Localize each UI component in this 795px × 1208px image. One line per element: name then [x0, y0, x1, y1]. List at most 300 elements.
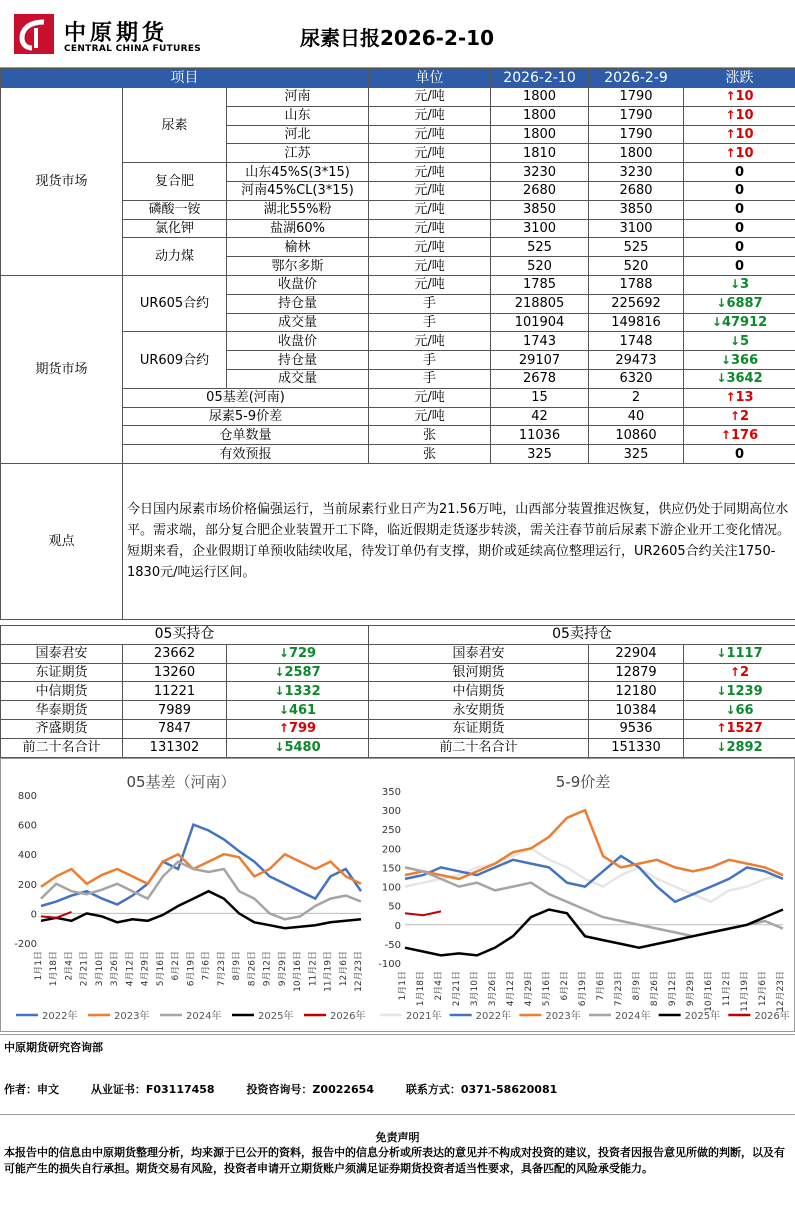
row-prev: 6320 [589, 369, 684, 388]
row-unit: 元/吨 [369, 200, 491, 219]
row-change [684, 313, 795, 332]
row-today: 1800 [491, 88, 589, 107]
x-tick-label: 10月16日 [293, 951, 304, 992]
buy-change [227, 701, 369, 720]
company-logo-icon [14, 14, 54, 54]
row-prev: 29473 [589, 351, 684, 370]
row-prev: 1800 [589, 144, 684, 163]
x-tick-label: 6月19日 [186, 951, 197, 987]
row-item: 河南 [227, 88, 369, 107]
row-change [684, 257, 795, 276]
y-tick-label: 400 [17, 850, 37, 862]
section-label-futures: 期货市场 [1, 275, 123, 463]
buy-broker: 前二十名合计 [1, 738, 123, 757]
x-tick-label: 3月26日 [488, 971, 498, 1007]
series-line-2024年 [41, 862, 361, 920]
x-tick-label: 5月16日 [155, 951, 166, 987]
sell-broker: 前二十名合计 [369, 738, 589, 757]
y-tick-label: 800 [17, 791, 37, 802]
x-tick-label: 11月2日 [308, 951, 319, 987]
positions-row [1, 663, 795, 682]
change-value: 6887 [726, 296, 763, 312]
col-header-change: 涨跌 [684, 69, 795, 88]
sell-volume: 12180 [589, 682, 684, 701]
author: 作者：申文 [4, 1083, 59, 1096]
sell-broker: 东证期货 [369, 719, 589, 738]
x-tick-label: 1月18日 [49, 951, 60, 987]
buy-volume: 11221 [123, 682, 227, 701]
sell-broker: 永安期货 [369, 701, 589, 720]
sell-change [684, 738, 795, 757]
row-change [684, 200, 795, 219]
row-today: 3230 [491, 163, 589, 182]
positions-table [0, 625, 795, 758]
sell-change [684, 663, 795, 682]
buy-volume: 131302 [123, 738, 227, 757]
row-unit: 手 [369, 313, 491, 332]
author-line [4, 1081, 585, 1097]
row-today: 1785 [491, 275, 589, 294]
row-today: 3850 [491, 200, 589, 219]
change-value: 461 [288, 702, 317, 718]
x-tick-label: 9月29日 [686, 971, 696, 1007]
row-change [684, 426, 795, 445]
arrow-down-icon: ↓ [716, 371, 727, 386]
change-value: 0 [735, 202, 745, 218]
change-value: 1527 [726, 721, 763, 737]
row-today: 1800 [491, 106, 589, 125]
x-tick-label: 10月16日 [704, 971, 714, 1012]
row-today: 1810 [491, 144, 589, 163]
row-item: 收盘价 [227, 332, 369, 351]
legend-label: 2021年 [406, 1011, 442, 1022]
x-tick-label: 3月10日 [470, 971, 480, 1007]
chart-title: 5-9价差 [555, 773, 611, 791]
row-today: 29107 [491, 351, 589, 370]
row-today: 3100 [491, 219, 589, 238]
legend-label: 2024年 [615, 1011, 651, 1022]
sell-broker: 银河期货 [369, 663, 589, 682]
disclaimer-title: 免责声明 [375, 1131, 420, 1144]
group-label: 尿素 [123, 88, 227, 163]
row-change [684, 332, 795, 351]
logo-text-en: CENTRAL CHINA FUTURES [64, 44, 202, 54]
row-unit: 元/吨 [369, 388, 491, 407]
x-tick-label: 3月10日 [94, 951, 105, 987]
group-label: 动力煤 [123, 238, 227, 276]
row-today: 525 [491, 238, 589, 257]
change-value: 1117 [726, 646, 763, 662]
sell-broker: 中信期货 [369, 682, 589, 701]
buy-broker: 中信期货 [1, 682, 123, 701]
row-today: 1743 [491, 332, 589, 351]
positions-header-row [1, 626, 795, 645]
row-change [684, 369, 795, 388]
change-value: 5 [740, 333, 750, 349]
change-value: 0 [735, 164, 745, 180]
buy-volume: 23662 [123, 644, 227, 663]
legend-label: 2023年 [545, 1011, 581, 1022]
buy-change [227, 663, 369, 682]
row-unit: 元/吨 [369, 125, 491, 144]
arrow-down-icon: ↓ [725, 702, 736, 717]
author-info [0, 1034, 795, 1112]
row-unit: 元/吨 [369, 163, 491, 182]
sell-change [684, 701, 795, 720]
row-item: 山东 [227, 106, 369, 125]
sell-change [684, 682, 795, 701]
arrow-down-icon: ↓ [278, 702, 289, 717]
table-row [1, 275, 795, 294]
row-unit: 张 [369, 445, 491, 464]
positions-row [1, 719, 795, 738]
row-item: 盐湖60% [227, 219, 369, 238]
x-tick-label: 12月23日 [354, 951, 364, 992]
col-header-item: 项目 [1, 69, 369, 88]
buy-volume: 7847 [123, 719, 227, 738]
logo-text-cn: 中原期货 [64, 21, 169, 46]
arrow-up-icon: ↑ [729, 408, 741, 423]
arrow-down-icon: ↓ [274, 664, 285, 679]
buy-volume: 13260 [123, 663, 227, 682]
arrow-up-icon: ↑ [725, 89, 736, 104]
x-tick-label: 3月26日 [110, 951, 121, 987]
row-unit: 手 [369, 294, 491, 313]
row-change [684, 125, 795, 144]
table-row [1, 88, 795, 107]
row-prev: 1748 [589, 332, 684, 351]
positions-row [1, 682, 795, 701]
legend-label: 2025年 [258, 1011, 294, 1022]
arrow-up-icon: ↑ [725, 126, 736, 141]
row-prev: 2680 [589, 181, 684, 200]
x-tick-label: 4月29日 [140, 951, 151, 987]
row-prev: 3850 [589, 200, 684, 219]
x-tick-label: 1月1日 [34, 951, 44, 981]
row-change [684, 163, 795, 182]
sell-positions-title: 05卖持仓 [369, 626, 795, 645]
chart-title: 05基差（河南） [126, 773, 236, 791]
buy-change [227, 682, 369, 701]
row-change [684, 351, 795, 370]
change-value: 0 [735, 239, 745, 255]
y-tick-label: 0 [394, 920, 401, 932]
row-unit: 元/吨 [369, 181, 491, 200]
row-prev: 3230 [589, 163, 684, 182]
row-item: 持仓量 [227, 351, 369, 370]
row-prev: 10860 [589, 426, 684, 445]
x-tick-label: 7月6日 [201, 951, 212, 981]
row-prev: 325 [589, 445, 684, 464]
sell-volume: 22904 [589, 644, 684, 663]
x-tick-label: 12月6日 [338, 951, 349, 987]
consult-number: 投资咨询号：Z0022654 [246, 1083, 374, 1096]
row-item: 收盘价 [227, 275, 369, 294]
x-tick-label: 8月9日 [632, 971, 642, 1001]
buy-change [227, 738, 369, 757]
row-unit: 手 [369, 351, 491, 370]
col-header-unit: 单位 [369, 69, 491, 88]
positions-row [1, 644, 795, 663]
legend-label: 2026年 [754, 1011, 790, 1022]
row-unit: 元/吨 [369, 407, 491, 426]
row-unit: 元/吨 [369, 257, 491, 276]
row-prev: 225692 [589, 294, 684, 313]
col-header-prev: 2026-2-9 [589, 69, 684, 88]
change-value: 799 [288, 721, 317, 737]
buy-broker: 国泰君安 [1, 644, 123, 663]
data-table [0, 68, 795, 620]
arrow-down-icon: ↓ [716, 646, 727, 661]
change-value: 2587 [284, 664, 321, 680]
row-prev: 525 [589, 238, 684, 257]
change-value: 0 [735, 258, 745, 274]
x-tick-label: 9月12日 [262, 951, 273, 987]
view-label: 观点 [1, 463, 123, 619]
row-unit: 元/吨 [369, 332, 491, 351]
x-tick-label: 1月18日 [416, 971, 426, 1007]
org-name: 中原期货研究咨询部 [4, 1041, 103, 1054]
arrow-up-icon: ↑ [729, 664, 741, 679]
disclaimer [0, 1114, 795, 1208]
change-value: 2892 [726, 740, 763, 756]
row-prev: 149816 [589, 313, 684, 332]
y-tick-label: 200 [381, 844, 401, 856]
change-value: 0 [735, 220, 745, 236]
row-unit: 元/吨 [369, 275, 491, 294]
row-today: 42 [491, 407, 589, 426]
row-item: 山东45%S(3*15) [227, 163, 369, 182]
row-today: 101904 [491, 313, 589, 332]
change-value: 10 [735, 89, 754, 105]
row-unit: 元/吨 [369, 88, 491, 107]
change-value: 1332 [284, 683, 321, 699]
x-tick-label: 2月4日 [64, 951, 75, 981]
positions-row [1, 738, 795, 757]
sell-volume: 10384 [589, 701, 684, 720]
x-tick-label: 6月2日 [171, 951, 182, 981]
legend-label: 2022年 [42, 1011, 78, 1022]
spread-chart [371, 759, 795, 1033]
arrow-down-icon: ↓ [729, 277, 741, 292]
change-value: 66 [735, 702, 754, 718]
legend-label: 2025年 [684, 1011, 721, 1022]
y-tick-label: 600 [17, 820, 37, 832]
series-line-2025年 [405, 910, 783, 956]
view-text: 今日国内尿素市场价格偏强运行，当前尿素行业日产为21.56万吨，山西部分装置推迟恢复，供应仍处于同期高位水平。需求端，部分复合肥企业装置开工下降，临近假期走货逐步转淡，需关注春节前后尿素下游企业开工变化情况。短期来看，企业假期订单预收陆续收尾，待发订单仍有支撑，期价或延续高位整理运行，UR2605合约关注1750-1830元/吨运行区间。 [123, 463, 795, 619]
row-prev: 520 [589, 257, 684, 276]
row-today: 218805 [491, 294, 589, 313]
change-value: 3 [740, 277, 750, 293]
change-value: 10 [735, 108, 754, 124]
report-header [0, 0, 795, 68]
x-tick-label: 8月26日 [650, 971, 660, 1007]
x-tick-label: 4月12日 [125, 951, 136, 987]
change-value: 13 [735, 390, 754, 406]
row-change [684, 219, 795, 238]
x-tick-label: 8月9日 [232, 951, 243, 981]
row-prev: 40 [589, 407, 684, 426]
row-item: 持仓量 [227, 294, 369, 313]
row-today: 2678 [491, 369, 589, 388]
series-line-2026年 [405, 911, 441, 915]
arrow-up-icon: ↑ [716, 721, 727, 736]
change-value: 366 [730, 352, 759, 368]
row-item: 榆林 [227, 238, 369, 257]
positions-row [1, 701, 795, 720]
row-item: 湖北55%粉 [227, 200, 369, 219]
x-tick-label: 8月26日 [247, 951, 258, 987]
row-prev: 3100 [589, 219, 684, 238]
change-value: 3642 [726, 371, 763, 387]
row-prev: 1790 [589, 125, 684, 144]
table-header-row [1, 69, 795, 88]
x-tick-label: 11月19日 [323, 951, 334, 992]
change-value: 10 [735, 145, 754, 161]
x-tick-label: 4月12日 [506, 971, 516, 1007]
change-value: 2 [740, 664, 750, 680]
row-today: 325 [491, 445, 589, 464]
row-item: 成交量 [227, 313, 369, 332]
change-value: 1239 [726, 683, 763, 699]
arrow-up-icon: ↑ [278, 721, 289, 736]
row-prev: 1790 [589, 106, 684, 125]
x-tick-label: 9月29日 [277, 951, 288, 987]
section-label-spot: 现货市场 [1, 88, 123, 276]
sell-broker: 国泰君安 [369, 644, 589, 663]
x-tick-label: 7月23日 [614, 971, 624, 1007]
legend-label: 2026年 [330, 1011, 366, 1022]
change-value: 10 [735, 126, 754, 142]
row-change [684, 407, 795, 426]
change-value: 5480 [284, 740, 321, 756]
row-item: 成交量 [227, 369, 369, 388]
arrow-up-icon: ↑ [720, 427, 731, 442]
row-change [684, 388, 795, 407]
y-tick-label: 300 [381, 806, 401, 818]
legend-label: 2024年 [186, 1011, 222, 1022]
y-tick-label: 150 [381, 863, 401, 875]
buy-change [227, 719, 369, 738]
change-value: 0 [735, 183, 745, 199]
row-item: 有效预报 [123, 445, 369, 464]
charts-area [0, 758, 795, 1032]
col-header-today: 2026-2-10 [491, 69, 589, 88]
arrow-down-icon: ↓ [274, 683, 285, 698]
row-change [684, 275, 795, 294]
change-value: 47912 [721, 314, 768, 330]
buy-volume: 7989 [123, 701, 227, 720]
row-item: 尿素5-9价差 [123, 407, 369, 426]
row-change [684, 181, 795, 200]
series-line-2021年 [405, 848, 783, 902]
contact: 联系方式：0371-58620081 [405, 1083, 558, 1096]
row-item: 江苏 [227, 144, 369, 163]
y-tick-label: 350 [381, 787, 401, 798]
arrow-down-icon: ↓ [278, 646, 289, 661]
row-change [684, 445, 795, 464]
row-change [684, 144, 795, 163]
row-change [684, 294, 795, 313]
change-value: 2 [740, 408, 750, 424]
row-prev: 1788 [589, 275, 684, 294]
series-line-2026年 [41, 912, 72, 918]
x-tick-label: 5月16日 [542, 971, 552, 1007]
group-label: 磷酸一铵 [123, 200, 227, 219]
buy-broker: 东证期货 [1, 663, 123, 682]
x-tick-label: 11月19日 [740, 971, 750, 1012]
row-item: 仓单数量 [123, 426, 369, 445]
page-title: 尿素日报2026-2-10 [300, 26, 495, 50]
row-prev: 2 [589, 388, 684, 407]
row-unit: 元/吨 [369, 238, 491, 257]
row-unit: 手 [369, 369, 491, 388]
row-item: 河北 [227, 125, 369, 144]
sell-volume: 12879 [589, 663, 684, 682]
x-tick-label: 12月23日 [776, 971, 786, 1012]
arrow-up-icon: ↑ [725, 145, 736, 160]
arrow-up-icon: ↑ [725, 108, 736, 123]
buy-broker: 齐盛期货 [1, 719, 123, 738]
y-tick-label: -100 [378, 959, 401, 970]
row-item: 鄂尔多斯 [227, 257, 369, 276]
x-tick-label: 1月1日 [398, 971, 408, 1001]
row-today: 2680 [491, 181, 589, 200]
legend-label: 2023年 [114, 1011, 150, 1022]
row-today: 520 [491, 257, 589, 276]
x-tick-label: 11月2日 [722, 971, 732, 1007]
cert-number: 从业证书：F03117458 [90, 1083, 215, 1096]
arrow-up-icon: ↑ [725, 390, 736, 405]
change-value: 729 [288, 646, 317, 662]
sell-volume: 9536 [589, 719, 684, 738]
row-today: 15 [491, 388, 589, 407]
arrow-down-icon: ↓ [711, 314, 722, 329]
y-tick-label: -200 [14, 939, 37, 950]
arrow-down-icon: ↓ [729, 333, 741, 348]
x-tick-label: 7月6日 [596, 971, 606, 1001]
arrow-down-icon: ↓ [716, 740, 727, 755]
y-tick-label: 50 [388, 901, 401, 913]
sell-volume: 151330 [589, 738, 684, 757]
group-label: 复合肥 [123, 163, 227, 201]
group-label: 氯化钾 [123, 219, 227, 238]
y-tick-label: 100 [381, 882, 401, 894]
x-tick-label: 4月29日 [524, 971, 534, 1007]
x-tick-label: 2月21日 [452, 971, 462, 1007]
row-change [684, 88, 795, 107]
row-unit: 元/吨 [369, 106, 491, 125]
legend-label: 2022年 [475, 1011, 512, 1022]
x-tick-label: 2月4日 [434, 971, 444, 1001]
x-tick-label: 7月23日 [216, 951, 227, 987]
arrow-down-icon: ↓ [274, 740, 285, 755]
row-item: 河南45%CL(3*15) [227, 181, 369, 200]
row-unit: 元/吨 [369, 144, 491, 163]
view-row [1, 463, 795, 619]
disclaimer-text: 本报告中的信息由中原期货整理分析，均来源于已公开的资料，报告中的信息分析或所表达的意见并不构成对投资的建议，投资者因报告意见所做的判断，以及有可能产生的损失自行承担。期货交易有风险，投资者申请开立期货账户须满足证券期货投资者适当性要求，具备匹配的风险承受能力。 [4, 1146, 785, 1175]
row-today: 1800 [491, 125, 589, 144]
buy-broker: 华泰期货 [1, 701, 123, 720]
sell-change [684, 644, 795, 663]
x-tick-label: 2月21日 [79, 951, 90, 987]
row-item: 05基差(河南) [123, 388, 369, 407]
x-tick-label: 12月6日 [758, 971, 768, 1007]
row-unit: 张 [369, 426, 491, 445]
x-tick-label: 6月2日 [560, 971, 570, 1001]
row-change [684, 106, 795, 125]
arrow-down-icon: ↓ [720, 352, 731, 367]
